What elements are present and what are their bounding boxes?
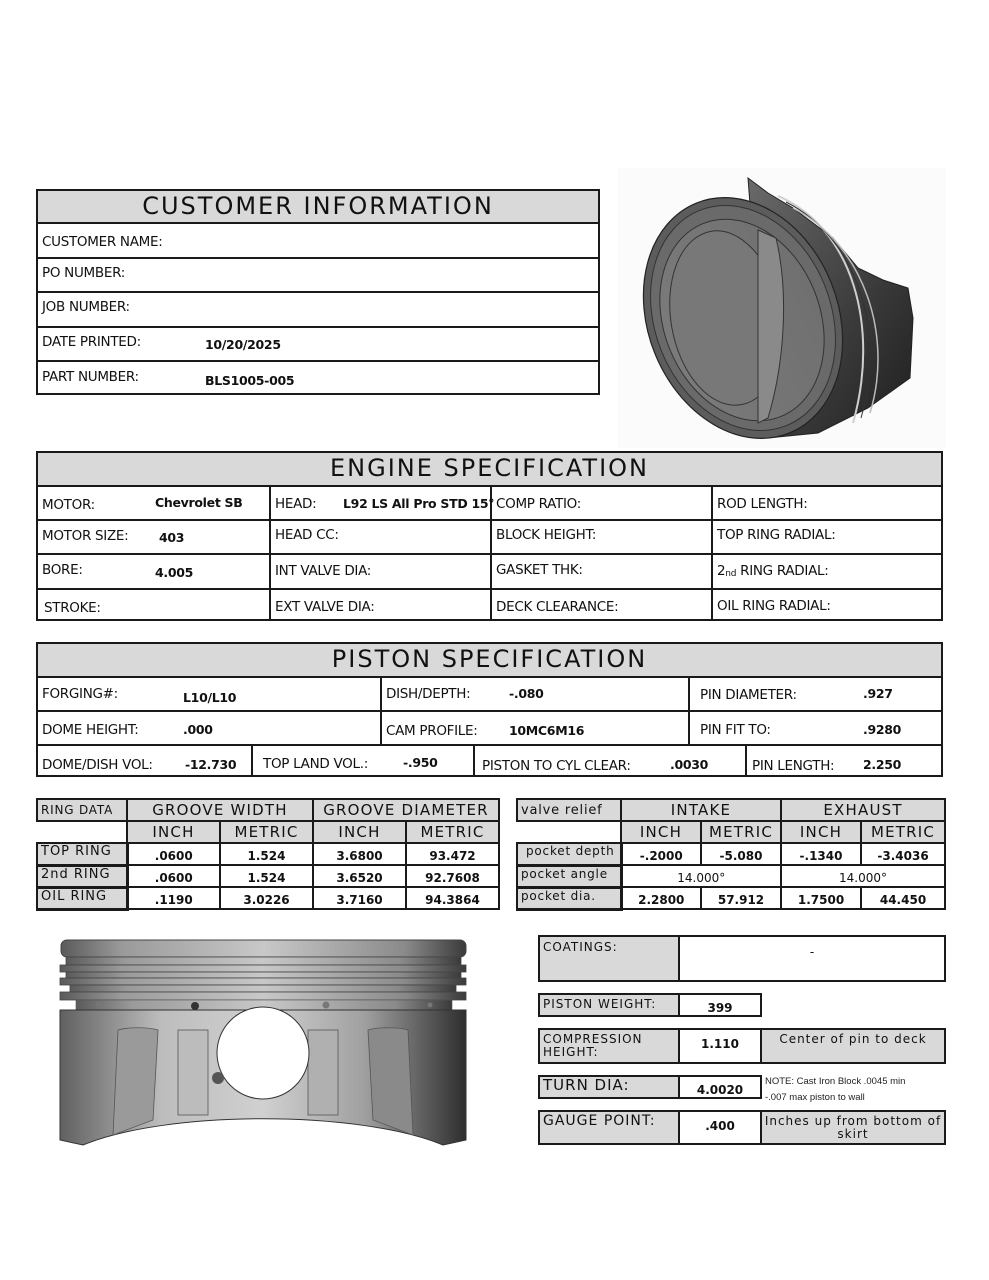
cell: -5.080: [701, 843, 781, 865]
cell: 2.2800: [621, 887, 701, 909]
top-land-vol-label: TOP LAND VOL.:: [263, 756, 368, 772]
piston-weight-value: 399: [678, 993, 762, 1017]
table-row: [517, 865, 945, 887]
turn-dia-note-line2: -.007 max piston to wall: [765, 1092, 865, 1103]
cell: 92.7608: [406, 865, 499, 887]
row-label: pocket depth: [517, 843, 621, 865]
table-row: [37, 865, 499, 887]
motor-value: Chevrolet SB: [155, 495, 243, 510]
row-label: 2nd RING: [37, 865, 127, 887]
table-row: [517, 843, 945, 865]
gauge-point-value: .400: [678, 1110, 762, 1145]
motor-size-label: MOTOR SIZE:: [42, 528, 129, 544]
piston-to-cyl-clear-value: .0030: [670, 757, 709, 772]
cell: 3.6520: [313, 865, 406, 887]
top-land-vol-value: -.950: [403, 755, 438, 770]
table-row: [37, 887, 499, 909]
unit-header: METRIC: [701, 821, 781, 843]
customer-name-label: CUSTOMER NAME:: [42, 234, 163, 250]
oil-ring-radial-label: OIL RING RADIAL:: [717, 598, 831, 614]
unit-header: INCH: [313, 821, 406, 843]
ring-data-table: [36, 798, 500, 911]
cell: -.1340: [781, 843, 861, 865]
piston-isometric-image: [618, 168, 946, 448]
customer-information-title: CUSTOMER INFORMATION: [38, 191, 598, 224]
ext-valve-dia-label: EXT VALVE DIA:: [275, 599, 375, 615]
cell: 14.000°: [621, 865, 781, 887]
cell: 44.450: [861, 887, 945, 909]
date-printed-value: 10/20/2025: [205, 337, 281, 352]
head-cc-label: HEAD CC:: [275, 527, 339, 543]
dish-depth-value: -.080: [509, 686, 544, 701]
valve-relief-corner: valve relief: [517, 799, 621, 821]
cell: 1.7500: [781, 887, 861, 909]
dish-depth-label: DISH/DEPTH:: [386, 686, 471, 702]
top-ring-radial-label: TOP RING RADIAL:: [717, 527, 836, 543]
dome-height-label: DOME HEIGHT:: [42, 722, 139, 738]
unit-header: INCH: [127, 821, 220, 843]
part-number-label: PART NUMBER:: [42, 369, 139, 385]
cam-profile-value: 10MC6M16: [509, 723, 585, 738]
customer-information-panel: [36, 189, 600, 395]
pin-diameter-value: .927: [863, 686, 893, 701]
cell: 3.0226: [220, 887, 313, 909]
cell: 94.3864: [406, 887, 499, 909]
pin-fit-to-label: PIN FIT TO:: [700, 722, 771, 738]
date-printed-label: DATE PRINTED:: [42, 334, 141, 350]
piston-weight-label: PISTON WEIGHT:: [538, 993, 680, 1017]
dome-height-value: .000: [183, 722, 213, 737]
table-row: [37, 843, 499, 865]
po-number-label: PO NUMBER:: [42, 265, 125, 281]
head-value: L92 LS All Pro STD 15°: [343, 496, 495, 511]
cell: 93.472: [406, 843, 499, 865]
cell: .1190: [127, 887, 220, 909]
bore-label: BORE:: [42, 562, 83, 578]
groove-width-header: GROOVE WIDTH: [127, 799, 313, 821]
dome-dish-vol-label: DOME/DISH VOL:: [42, 757, 153, 773]
unit-header: METRIC: [220, 821, 313, 843]
cam-profile-label: CAM PROFILE:: [386, 723, 478, 739]
cell: -.2000: [621, 843, 701, 865]
ring-data-corner: RING DATA: [37, 799, 127, 821]
cell: .0600: [127, 843, 220, 865]
compression-height-label: COMPRESSION HEIGHT:: [538, 1028, 680, 1064]
job-number-label: JOB NUMBER:: [42, 299, 130, 315]
exhaust-header: EXHAUST: [781, 799, 945, 821]
cell: 1.524: [220, 843, 313, 865]
compression-height-value: 1.110: [678, 1028, 762, 1064]
forging-value: L10/L10: [183, 690, 237, 705]
dome-dish-vol-value: -12.730: [185, 757, 237, 772]
compression-height-note: Center of pin to deck: [760, 1028, 946, 1064]
motor-label: MOTOR:: [42, 497, 95, 513]
bore-value: 4.005: [155, 565, 194, 580]
piston-specification-title: PISTON SPECIFICATION: [38, 644, 941, 678]
engine-specification-title: ENGINE SPECIFICATION: [38, 453, 941, 487]
motor-size-value: 403: [159, 530, 185, 545]
cell: 57.912: [701, 887, 781, 909]
engine-specification-panel: [36, 451, 943, 621]
unit-header: METRIC: [861, 821, 945, 843]
unit-header: METRIC: [406, 821, 499, 843]
row-label: TOP RING: [37, 843, 127, 865]
piston-side-image: [58, 935, 468, 1157]
gauge-point-note: Inches up from bottom of skirt: [760, 1110, 946, 1145]
pin-diameter-label: PIN DIAMETER:: [700, 687, 797, 703]
row-label: pocket angle: [517, 865, 621, 887]
cell: 3.6800: [313, 843, 406, 865]
forging-label: FORGING#:: [42, 686, 118, 702]
turn-dia-note-line1: NOTE: Cast Iron Block .0045 min: [765, 1076, 906, 1087]
rod-length-label: ROD LENGTH:: [717, 496, 808, 512]
cell: 1.524: [220, 865, 313, 887]
pin-length-label: PIN LENGTH:: [752, 758, 835, 774]
coatings-value: -: [678, 935, 946, 982]
table-row: [517, 887, 945, 909]
piston-to-cyl-clear-label: PISTON TO CYL CLEAR:: [482, 758, 631, 774]
valve-relief-table: [516, 798, 946, 911]
gasket-thk-label: GASKET THK:: [496, 562, 583, 578]
stroke-label: STROKE:: [44, 600, 101, 616]
piston-specification-panel: [36, 642, 943, 777]
turn-dia-value: 4.0020: [678, 1075, 762, 1099]
head-label: HEAD:: [275, 496, 317, 512]
deck-clearance-label: DECK CLEARANCE:: [496, 599, 619, 615]
row-label: OIL RING: [37, 887, 127, 909]
pin-length-value: 2.250: [863, 757, 902, 772]
comp-ratio-label: COMP RATIO:: [496, 496, 582, 512]
cell: .0600: [127, 865, 220, 887]
cell: 14.000°: [781, 865, 945, 887]
unit-header: INCH: [781, 821, 861, 843]
second-ring-radial-label: $2_{nd}$ RING RADIAL:: [717, 563, 829, 579]
intake-header: INTAKE: [621, 799, 781, 821]
turn-dia-label: TURN DIA:: [538, 1075, 680, 1099]
coatings-label: COATINGS:: [538, 935, 680, 982]
pin-fit-to-value: .9280: [863, 722, 902, 737]
cell: 3.7160: [313, 887, 406, 909]
int-valve-dia-label: INT VALVE DIA:: [275, 563, 372, 579]
groove-diameter-header: GROOVE DIAMETER: [313, 799, 499, 821]
unit-header: INCH: [621, 821, 701, 843]
gauge-point-label: GAUGE POINT:: [538, 1110, 680, 1145]
block-height-label: BLOCK HEIGHT:: [496, 527, 597, 543]
cell: -3.4036: [861, 843, 945, 865]
part-number-value: BLS1005-005: [205, 373, 295, 388]
row-label: pocket dia.: [517, 887, 621, 909]
